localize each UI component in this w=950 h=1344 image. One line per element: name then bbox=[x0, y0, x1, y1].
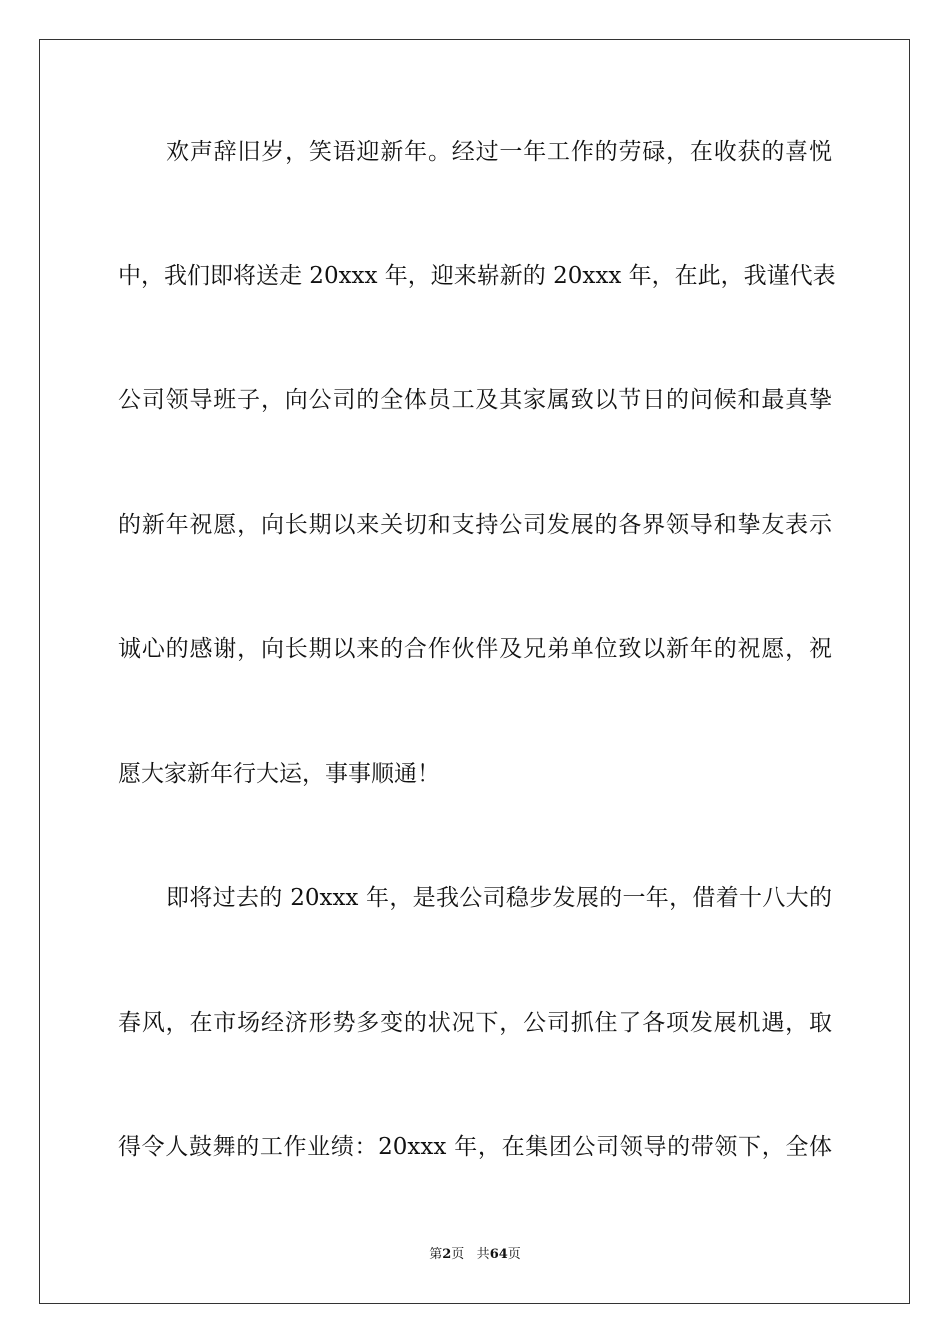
paragraph-2-line-3: 得令人鼓舞的工作业绩：20xxx 年，在集团公司领导的带领下，全体 bbox=[118, 1134, 832, 1160]
paragraph-2-line-2: 春风，在市场经济形势多变的状况下，公司抓住了各项发展机遇，取 bbox=[118, 1010, 832, 1036]
page-prefix: 第 bbox=[429, 1247, 443, 1262]
total-suffix: 页 bbox=[507, 1247, 521, 1262]
total-prefix: 共 bbox=[476, 1247, 490, 1262]
page-total: 64 bbox=[489, 1247, 508, 1262]
paragraph-2-line-1: 即将过去的 20xxx 年，是我公司稳步发展的一年，借着十八大的 bbox=[166, 885, 832, 911]
paragraph-1-line-3: 公司领导班子，向公司的全体员工及其家属致以节日的问候和最真挚 bbox=[118, 387, 832, 413]
paragraph-1-line-1: 欢声辞旧岁，笑语迎新年。经过一年工作的劳碌，在收获的喜悦 bbox=[166, 139, 832, 165]
paragraph-1-line-6: 愿大家新年行大运，事事顺通！ bbox=[118, 761, 440, 787]
page-footer bbox=[0, 1246, 950, 1264]
page-suffix: 页 bbox=[451, 1247, 465, 1262]
paragraph-1-line-5: 诚心的感谢，向长期以来的合作伙伴及兄弟单位致以新年的祝愿，祝 bbox=[118, 636, 832, 662]
paragraph-1-line-4: 的新年祝愿，向长期以来关切和支持公司发展的各界领导和挚友表示 bbox=[118, 512, 832, 538]
page-current: 2 bbox=[442, 1247, 452, 1262]
page-border bbox=[39, 39, 910, 1304]
paragraph-1-line-2: 中，我们即将送走 20xxx 年，迎来崭新的 20xxx 年，在此，我谨代表 bbox=[118, 263, 836, 289]
